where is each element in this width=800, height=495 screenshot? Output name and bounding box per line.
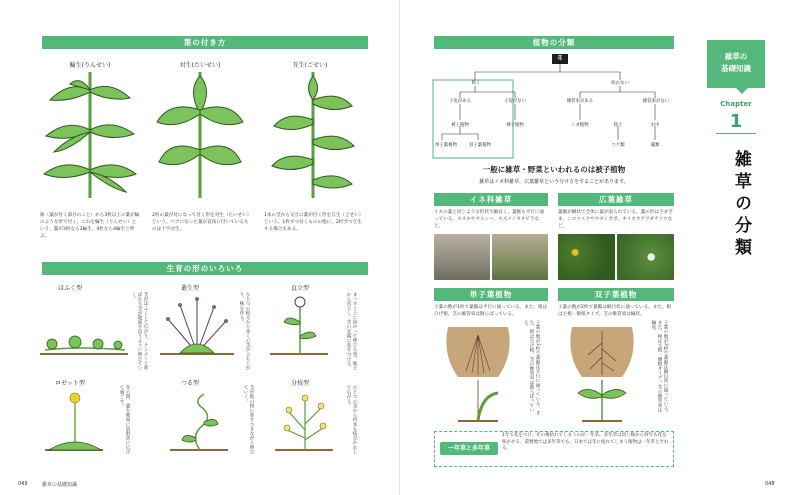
label-vine: つる型 bbox=[180, 380, 199, 387]
tree-no-vascular: 維管束がない bbox=[642, 99, 670, 104]
desc-whorled: 節（葉が付く部分のこと）から3枚以上の葉が輪のような形で付く。これを輪生（りんせい）という。葉が3枚なら3輪生、4枚なら4輪生と呼ぶ。 bbox=[40, 213, 140, 239]
tufted-illustration bbox=[160, 295, 235, 360]
label-whorled: 輪生(りんせい) bbox=[69, 62, 111, 69]
label-branching: 分枝型 bbox=[290, 380, 309, 387]
tree-dicot: 双子葉植物 bbox=[469, 143, 491, 148]
tree-bloom: 咲く bbox=[471, 81, 481, 86]
chapter-rule bbox=[716, 133, 756, 134]
photo-grass-2 bbox=[492, 234, 548, 280]
alternate-leaf-illustration bbox=[268, 70, 358, 200]
label-creeping: ほふく型 bbox=[57, 285, 82, 292]
tree-vascular: 維管束がある bbox=[566, 99, 594, 104]
tab-pointer bbox=[736, 88, 748, 94]
chapter-tab bbox=[707, 40, 765, 88]
monocot-illustration bbox=[438, 325, 518, 425]
desc-rosette: 冬の間、葉を地面に放射状に広げて過ごす。 bbox=[119, 385, 130, 454]
erect-illustration bbox=[270, 292, 330, 360]
tab-line-2: 基礎知識 bbox=[721, 64, 751, 73]
tree-fern: シダ植物 bbox=[571, 123, 589, 128]
tree-root: 花 bbox=[557, 56, 563, 61]
chapter-label: Chapter bbox=[720, 100, 752, 108]
tree-land: 陸上 bbox=[613, 123, 623, 128]
dicot-note: 子葉の数が2枚で葉脈は網目状に通っている。また、根は主根・側根タイプ。茎の維管束は輪状。 bbox=[651, 320, 668, 415]
tree-angiosperm: 被子植物 bbox=[451, 123, 469, 128]
photo-broadleaf-2 bbox=[617, 234, 674, 280]
dicot-illustration bbox=[562, 325, 642, 425]
label-alternate: 互生(ごせい) bbox=[292, 62, 328, 69]
tab-line-1: 雑草の bbox=[724, 52, 748, 61]
section-title-dicot: 双子葉植物 bbox=[558, 288, 674, 301]
label-erect: 直立型 bbox=[290, 285, 309, 292]
page-number-right: 048 bbox=[765, 481, 775, 487]
section-title-monocot: 単子葉植物 bbox=[434, 288, 548, 301]
desc-branching: ひとつの茎から何本も枝分かれして広がる。 bbox=[346, 385, 357, 454]
subline: 雑草はイネ科雑草、広葉雑草という分け方をすることがあります。 bbox=[479, 179, 629, 185]
tree-water: 水中 bbox=[650, 123, 660, 128]
monocot-note: 子葉の数が1枚で葉脈は平行に通っている。また、根はひげ根。茎の維管束は散らばっている。 bbox=[523, 320, 540, 415]
headline: 一般に雑草・野菜といわれるのは被子植物 bbox=[482, 165, 626, 174]
label-rosette: ロゼット型 bbox=[55, 380, 85, 387]
chapter-number: 1 bbox=[729, 111, 743, 132]
section-title-grass-weeds: イネ科雑草 bbox=[434, 193, 548, 206]
desc-creeping: 茎がほふくして広がり、ランナーと呼ばれる茎が地面を這うように伸びていく。 bbox=[131, 292, 148, 371]
page-title: 雑草の分類 bbox=[731, 150, 751, 260]
footer-title: 雑草の基礎知識 bbox=[42, 482, 78, 488]
tree-no-ovary: 子房がない bbox=[504, 99, 526, 104]
photo-broadleaf-1 bbox=[558, 234, 615, 280]
label-opposite: 対生(たいせい) bbox=[179, 62, 221, 69]
section-title-classification: 植物の分類 bbox=[434, 36, 674, 49]
creeping-illustration bbox=[40, 320, 130, 360]
vine-illustration bbox=[170, 390, 230, 455]
note-label: 一年草と多年草 bbox=[440, 442, 498, 455]
section-title-leaf-arrangement: 葉の付き方 bbox=[42, 36, 368, 49]
branching-illustration bbox=[275, 390, 335, 455]
tree-ovary: 子房がある bbox=[449, 99, 471, 104]
desc-erect: まっすぐ上に向かって伸びる型。地上から直立し、茎の先端に花をつける。 bbox=[346, 292, 357, 371]
opposite-leaf-illustration bbox=[155, 70, 245, 200]
tree-no-bloom: 咲かない bbox=[611, 81, 629, 86]
label-tufted: 叢生型 bbox=[180, 285, 199, 292]
tree-moss: コケ類 bbox=[611, 143, 625, 148]
desc-monocot: 子葉の数が1枚で葉脈は平行に通っている。また、根はひげ根。茎の維管束は散らばっている。 bbox=[434, 305, 548, 317]
desc-broadleaf-weeds: 葉脈が網状で全体に葉が張られている。葉の形はさまざま。シロツメクサやタンポポ、オイタカアワダチソウなど。 bbox=[558, 210, 673, 229]
whorled-leaf-illustration bbox=[40, 70, 140, 200]
section-title-growth-form: 生育の形のいろいろ bbox=[42, 262, 368, 275]
desc-alternate: 1本の茎から交互に葉が付く形を互生（ごせい）という。1枚ずつ付くものの他に、2枚ずつ互生する場合もある。 bbox=[264, 213, 364, 232]
desc-grass-weeds: イネの葉と同じような形状で細長く、葉脈も平行に通っている。ススキやオヒシバ、スズメノカタビラなど。 bbox=[434, 210, 545, 229]
desc-dicot: 子葉の数が2枚で葉脈は網目状に通っている。また、根は主根・側根タイプ。茎の維管束は輪状。 bbox=[558, 305, 672, 317]
tree-gymnosperm: 裸子植物 bbox=[506, 123, 524, 128]
rosette-illustration bbox=[45, 390, 105, 455]
tree-monocot: 単子葉植物 bbox=[435, 143, 457, 148]
section-title-broadleaf-weeds: 広葉雑草 bbox=[558, 193, 674, 206]
tree-algae: 藻類 bbox=[650, 143, 660, 148]
page-number-left: 049 bbox=[18, 481, 28, 487]
photo-grass-1 bbox=[434, 234, 490, 280]
desc-opposite: 2枚の葉が対になって付く形を対生（たいせい）という。ペアになった葉が直角に付いているものは十字対生。 bbox=[152, 213, 252, 232]
desc-tufted: ひとつの根元から多くの茎が立ち上がり、株を作る。 bbox=[239, 292, 250, 371]
note-text: 1年で花をつけ、その後枯れてしまうのが一年草。多年草は同じ株から何年も花を咲かせる。還暦地では多年草でも、日本では冬に枯れてしまう植物は一年草とされる。 bbox=[502, 433, 669, 451]
desc-vine: 茎が他の物に巻きつきながら伸びていく。 bbox=[243, 385, 254, 454]
